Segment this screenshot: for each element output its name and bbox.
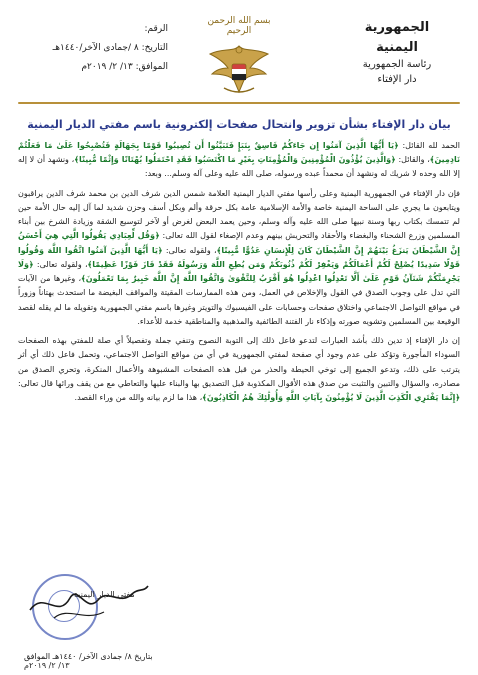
gregorian-date: الموافق: ١٣/ ٢/ ٢٠١٩م <box>81 61 168 72</box>
paragraph-2 <box>18 187 460 329</box>
paragraph-1 <box>18 139 460 182</box>
p1-intro: الحمد لله القائل: <box>402 141 461 150</box>
p2-mid1: ، ولقوله تعالى: <box>165 245 217 255</box>
handwritten-signature <box>24 570 154 640</box>
office-name: دار الإفتاء <box>377 74 417 85</box>
hijri-date: التاريخ: ٨ /جمادى الآخر/١٤٤٠هـ <box>52 42 168 53</box>
signature-block <box>24 570 153 670</box>
quran-verse: ﴿وَقُل لِّعِبَادِي يَقُولُوا الَّتِي هِيَ أَحْسَنُ إِنَّ الشَّيْطَانَ يَنزَغُ بَيْنَهُمْ إِنَّ الشَّيْطَانَ كَانَ لِلْإِنسَانِ عَدُوًّا مُّبِينًا﴾ <box>18 231 460 255</box>
quran-verse: ﴿وَلَا يَجْرِمَنَّكُمْ شَنَآنُ قَوْمٍ عَلَىٰ أَلَّا تَعْدِلُوا اعْدِلُوا هُوَ أَقْرَبُ لِلتَّقْوَىٰ وَاتَّقُوا اللَّهَ إِنَّ اللَّهَ خَبِيرٌ بِمَا تَعْمَلُونَ﴾ <box>18 259 460 284</box>
basmala: بسم الله الرحمن الرحيم <box>207 16 271 36</box>
letterhead-center <box>194 16 284 104</box>
quran-verse: ﴿يَا أَيُّهَا الَّذِينَ آمَنُوا إِن جَاءَكُمْ فَاسِقٌ بِنَبَإٍ فَتَبَيَّنُوا أَن تُصِيبُوا قَوْمًا بِجَهَالَةٍ فَتُصْبِحُوا عَلَىٰ مَا فَعَلْتُمْ نَادِمِينَ﴾ <box>18 141 460 165</box>
presidency-name: رئاسة الجمهورية <box>362 59 432 70</box>
letterhead-right <box>342 18 452 87</box>
quran-verse: ﴿إِنَّمَا يَفْتَرِي الْكَذِبَ الَّذِينَ لَا يُؤْمِنُونَ بِآيَاتِ اللَّهِ وَأُولَٰئِكَ هُمُ الْكَاذِبُونَ﴾ <box>202 392 460 402</box>
p2-end: ، وغيرها من الآيات التي تدل على وجوب الصدق في القول والإخلاص في العمل، ومن هذه الممارسات المقيتة والمواقف البغيضة ما استحدث بهتاناً وزوراً في مواقع التواصل الاجتماعي واختلاق صفحات وحسابات على الفيسبوك والتويتر وغيرها باسم مفتي الجمهورية وتقويله ما لم يقله لقصد الوقيعة بين المسلمين وتشويه صورته وإذكاء نار الفتنة الطائفية والمذهبية والمناطقية خدمة للأعداء. <box>18 274 460 326</box>
p3-text: إن دار الإفتاء إذ تدين ذلك بأشد العبارات لتدعو فاعل ذلك إلى التوبة النصوح وتنفي جملة وتفصيلاً أي صلة للمفتي بهذه الصفحات السوداء المأجورة وتؤكد على عدم وجود أي صفحة لمفتي الجمهورية في أي من مواقع التواصل الاجتماعي، وتحمل فاعل ذلك أي أثر يترتب على ذلك، وتدعو الجميع إلى توخي الحيطة والحذر من قبل هذه الصفحات المشبوهة والأعمال المنكرة، وتحري الصدق من مصادره، والسؤال والتبين والتثبت من صدق هذه الأقوال المكذوبة قبل التصديق بها والبناء عليها والتعاطي مع من يقف ورائها قال تعالى: <box>18 336 460 388</box>
paragraph-3 <box>18 334 460 405</box>
letterhead <box>18 10 460 102</box>
p3-end: ، هذا ما لزم بيانه والله من وراء القصد. <box>74 392 203 402</box>
statement-title: بيان دار الإفتاء بشأن تزوير وانتحال صفحات إلكترونية باسم مفتي الديار اليمنية <box>27 118 451 131</box>
signatory-title: مفتي الديار اليمنية <box>74 590 135 599</box>
letterhead-left <box>28 20 168 77</box>
statement-body <box>18 139 460 405</box>
p2-mid2: ، ولقوله تعالى: <box>36 259 88 269</box>
p1-mid: ، والقائل: <box>398 155 430 165</box>
yemen-eagle-emblem-icon <box>204 38 274 100</box>
quran-verse: ﴿يَا أَيُّهَا الَّذِينَ آمَنُوا اتَّقُوا اللَّهَ وَقُولُوا قَوْلًا سَدِيدًا يُصْلِحْ لَكُمْ أَعْمَالَكُمْ وَيَغْفِرْ لَكُمْ ذُنُوبَكُمْ وَمَن يُطِعِ اللَّهَ وَرَسُولَهُ فَقَدْ فَازَ فَوْزًا عَظِيمًا﴾ <box>18 245 460 269</box>
quran-verse: ﴿وَالَّذِينَ يُؤْذُونَ الْمُؤْمِنِينَ وَالْمُؤْمِنَاتِ بِغَيْرِ مَا اكْتَسَبُوا فَقَدِ احْتَمَلُوا بُهْتَانًا وَإِثْمًا مُّبِينًا﴾ <box>74 155 396 165</box>
signature-date: بتاريخ ٨/ جمادى الآخر/ ١٤٤٠هـ الموافق ١٣/ ٢/ ٢٠١٩م <box>24 652 153 670</box>
reference-number: الرقم: <box>144 24 168 34</box>
country-name: الجمهورية اليمنية <box>364 20 430 55</box>
p1-end: ، ونشهد أن لا إله إلا الله وحده لا شريك له ونشهد أن محمداً عبده ورسوله، صلى الله عليه وعلى آله وسلم... وبعد: <box>18 155 460 179</box>
p2-text: فإن دار الإفتاء في الجمهورية اليمنية وعلى رأسها مفتي الديار اليمنية العلامة شمس الدين شرف الدين بن محمد شرف الدين يراقبون ويتابعون ما يجري على الساحة اليمنية خاصة والأمة الإسلامية عامة بكل حرقة وألم وبكل أسف وحزن شديد لما آل إليه حال الأمة حين لم تتمسك بكتاب ربها وسنة نبيها صلى الله عليه وآله وسلم، وحين يعمد البعض لغرض أو لآخر لتوسيع الشقة وزيادة الشرخ بين أبناء المسلمين وزرع الشحناء والبغضاء والأحقاد والتحريش بينهم وعدم الإصغاء لقول الله تعالى: <box>18 188 461 241</box>
